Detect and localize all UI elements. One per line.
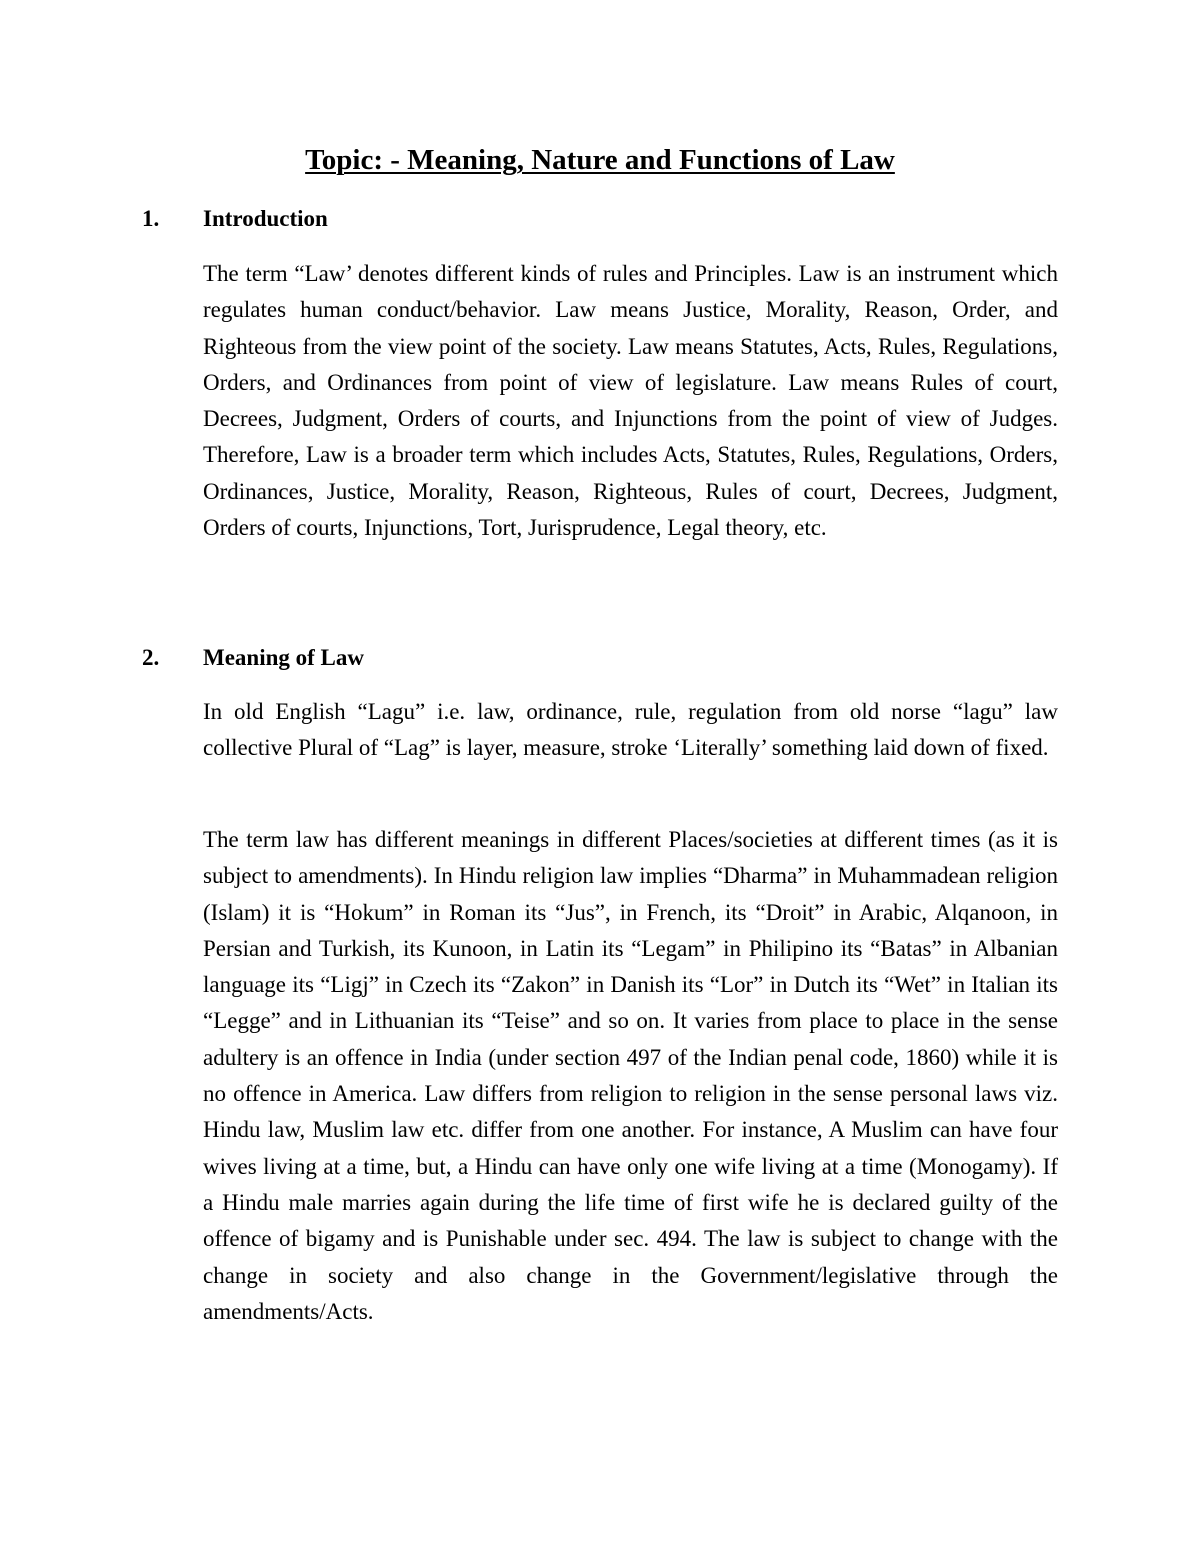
paragraph-meanings: The term law has different meanings in different Places/societies at different times (as it is subject to amendments). In Hindu religion law implies “Dharma” in Muhammadean religion (Islam) it is “Hokum” in Roman its “Jus”, in French, its “Droit” in Arabic, Alqanoon, in Persian and Turkish, its Kunoon, in Latin its “Legam” in Philipino its “Batas” in Albanian language its “Ligj” in Czech its “Zakon” in Danish its “Lor” in Dutch its “Wet” in Italian its “Legge” and in Lithuanian its “Teise” and so on. It varies from place to place in the sense adultery is an offence in India (under section 497 of the Indian penal code, 1860) while it is no offence in America. Law differs from religion to religion in the sense personal laws viz. Hindu law, Muslim law etc. differ from one another. For instance, A Muslim can have four wives living at a time, but, a Hindu can have only one wife living at a time (Monogamy). If a Hindu male marries again during the life time of first wife he is declared guilty of the offence of bigamy and is Punishable under sec. 494. The law is subject to change with the change in society and also change in the Government/legislative through the amendments/Acts.	[203, 827, 1058, 1324]
page-title	[0, 140, 1200, 180]
section-number: 1.	[142, 206, 160, 231]
section-number: 2.	[142, 645, 160, 670]
section-title: Introduction	[203, 206, 328, 231]
section-title: Meaning of Law	[203, 645, 364, 670]
page-title-text: Topic: - Meaning, Nature and Functions of Law	[305, 144, 895, 176]
paragraph-etymology: In old English “Lagu” i.e. law, ordinance, rule, regulation from old norse “lagu” law collective Plural of “Lag” is layer, measure, stroke ‘Literally’ something laid down of fixed.	[203, 699, 1058, 761]
section-heading-introduction	[142, 203, 328, 235]
paragraph-introduction: The term “Law’ denotes different kinds of rules and Principles. Law is an instrument which regulates human conduct/behavior. Law means Justice, Morality, Reason, Order, and Righteous from the view point of the society. Law means Statutes, Acts, Rules, Regulations, Orders, and Ordinances from point of view of legislature. Law means Rules of court, Decrees, Judgment, Orders of courts, and Injunctions from the point of view of Judges. Therefore, Law is a broader term which includes Acts, Statutes, Rules, Regulations, Orders, Ordinances, Justice, Morality, Reason, Righteous, Rules of court, Decrees, Judgment, Orders of courts, Injunctions, Tort, Jurisprudence, Legal theory, etc.	[203, 261, 1058, 541]
section-heading-meaning-of-law	[142, 642, 364, 674]
